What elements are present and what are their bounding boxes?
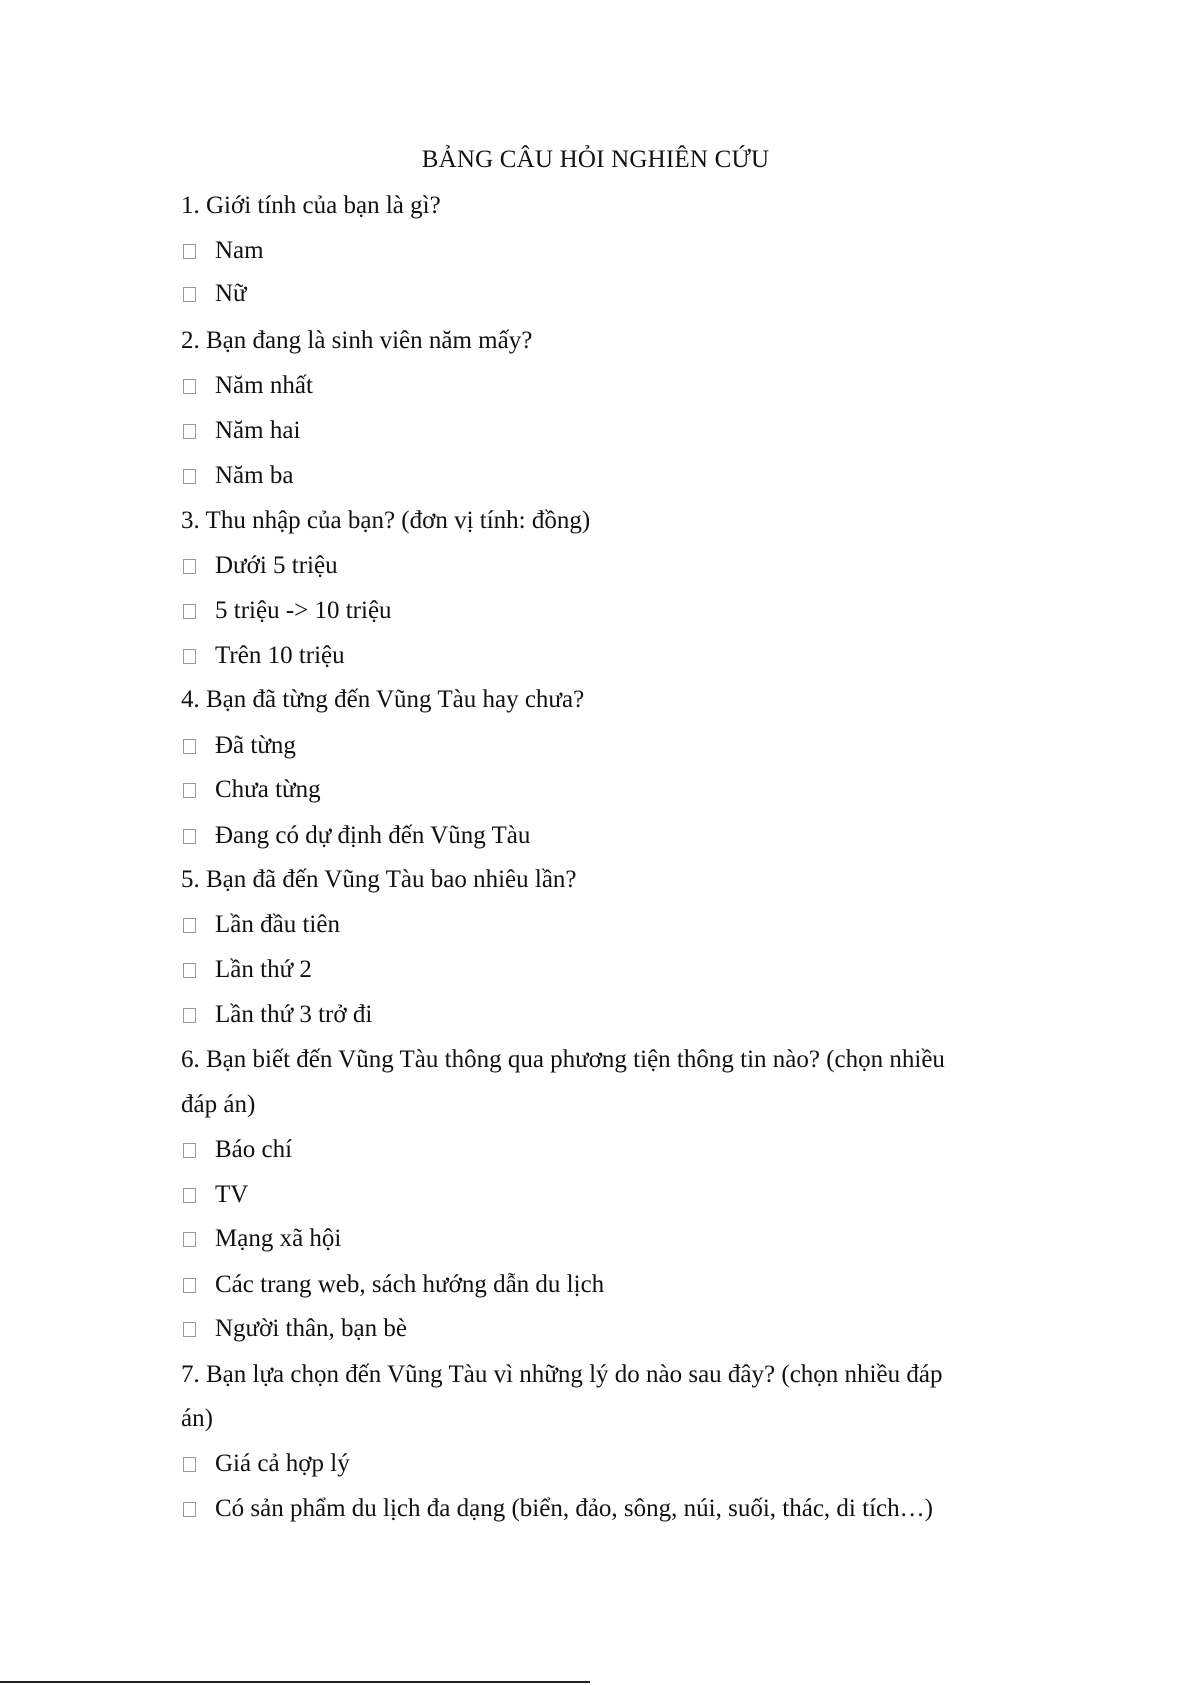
option-q4-1[interactable] <box>183 728 296 764</box>
checkbox-icon[interactable] <box>183 559 196 574</box>
option-q2-3[interactable] <box>183 458 293 494</box>
option-label: TV <box>215 1181 249 1208</box>
option-label: Dưới 5 triệu <box>215 552 338 579</box>
option-q2-2[interactable] <box>183 413 300 449</box>
option-label: Lần thứ 2 <box>215 956 312 983</box>
option-q4-3[interactable] <box>183 818 530 854</box>
option-q1-2[interactable] <box>183 276 247 312</box>
option-label: 5 triệu -> 10 triệu <box>215 597 392 624</box>
checkbox-icon[interactable] <box>183 379 196 394</box>
question-6-line1: 6. Bạn biết đến Vũng Tàu thông qua phương tiện thông tin nào? (chọn nhiều <box>181 1046 945 1073</box>
checkbox-icon[interactable] <box>183 287 196 302</box>
checkbox-icon[interactable] <box>183 1232 196 1247</box>
question-6-line2: đáp án) <box>181 1091 256 1118</box>
checkbox-icon[interactable] <box>183 739 196 754</box>
checkbox-icon[interactable] <box>183 1502 196 1517</box>
option-label: Nữ <box>215 280 247 307</box>
option-label: Năm nhất <box>215 372 313 399</box>
question-5: 5. Bạn đã đến Vũng Tàu bao nhiêu lần? <box>181 866 577 893</box>
option-label: Nam <box>215 237 264 264</box>
option-label: Người thân, bạn bè <box>215 1315 408 1342</box>
checkbox-icon[interactable] <box>183 1143 196 1158</box>
option-q5-3[interactable] <box>183 997 372 1033</box>
option-label: Chưa từng <box>215 776 321 803</box>
page-bottom-divider <box>0 1681 590 1683</box>
option-label: Đang có dự định đến Vũng Tàu <box>215 822 531 849</box>
option-q6-1[interactable] <box>183 1132 292 1168</box>
option-label: Năm hai <box>215 417 301 444</box>
checkbox-icon[interactable] <box>183 829 196 844</box>
option-label: Giá cả hợp lý <box>215 1450 350 1477</box>
checkbox-icon[interactable] <box>183 469 196 484</box>
option-q3-1[interactable] <box>183 548 338 584</box>
option-label: Các trang web, sách hướng dẫn du lịch <box>215 1271 605 1298</box>
checkbox-icon[interactable] <box>183 918 196 933</box>
checkbox-icon[interactable] <box>183 1188 196 1203</box>
option-q6-3[interactable] <box>183 1221 341 1257</box>
checkbox-icon[interactable] <box>183 649 196 664</box>
option-q6-5[interactable] <box>183 1311 407 1347</box>
option-q6-4[interactable] <box>183 1267 604 1303</box>
option-q4-2[interactable] <box>183 772 321 808</box>
option-label: Mạng xã hội <box>215 1225 342 1252</box>
option-q7-2[interactable] <box>183 1491 933 1527</box>
option-label: Lần đầu tiên <box>215 911 340 938</box>
option-q3-3[interactable] <box>183 638 345 674</box>
option-label: Báo chí <box>215 1136 293 1163</box>
question-7-line1: 7. Bạn lựa chọn đến Vũng Tàu vì những lý do nào sau đây? (chọn nhiều đáp <box>181 1361 943 1388</box>
checkbox-icon[interactable] <box>183 1322 196 1337</box>
question-7-line2: án) <box>181 1405 213 1432</box>
checkbox-icon[interactable] <box>183 424 196 439</box>
option-label: Đã từng <box>215 732 296 759</box>
option-label: Lần thứ 3 trở đi <box>215 1001 373 1028</box>
checkbox-icon[interactable] <box>183 604 196 619</box>
option-q5-1[interactable] <box>183 907 340 943</box>
checkbox-icon[interactable] <box>183 963 196 978</box>
checkbox-icon[interactable] <box>183 1457 196 1472</box>
checkbox-icon[interactable] <box>183 1008 196 1023</box>
option-q5-2[interactable] <box>183 952 312 988</box>
option-label: Năm ba <box>215 462 294 489</box>
option-q3-2[interactable] <box>183 593 392 629</box>
question-2: 2. Bạn đang là sinh viên năm mấy? <box>181 327 533 354</box>
checkbox-icon[interactable] <box>183 244 196 259</box>
question-4: 4. Bạn đã từng đến Vũng Tàu hay chưa? <box>181 686 585 713</box>
document-title: BẢNG CÂU HỎI NGHIÊN CỨU <box>421 146 770 173</box>
option-q6-2[interactable] <box>183 1177 248 1213</box>
question-3: 3. Thu nhập của bạn? (đơn vị tính: đồng) <box>181 507 591 534</box>
option-label: Có sản phẩm du lịch đa dạng (biển, đảo, sông, núi, suối, thác, di tích…) <box>215 1495 933 1522</box>
option-q7-1[interactable] <box>183 1446 350 1482</box>
checkbox-icon[interactable] <box>183 783 196 798</box>
option-q2-1[interactable] <box>183 368 313 404</box>
option-q1-1[interactable] <box>183 233 264 269</box>
question-1: 1. Giới tính của bạn là gì? <box>181 192 441 219</box>
checkbox-icon[interactable] <box>183 1278 196 1293</box>
option-label: Trên 10 triệu <box>215 642 345 669</box>
